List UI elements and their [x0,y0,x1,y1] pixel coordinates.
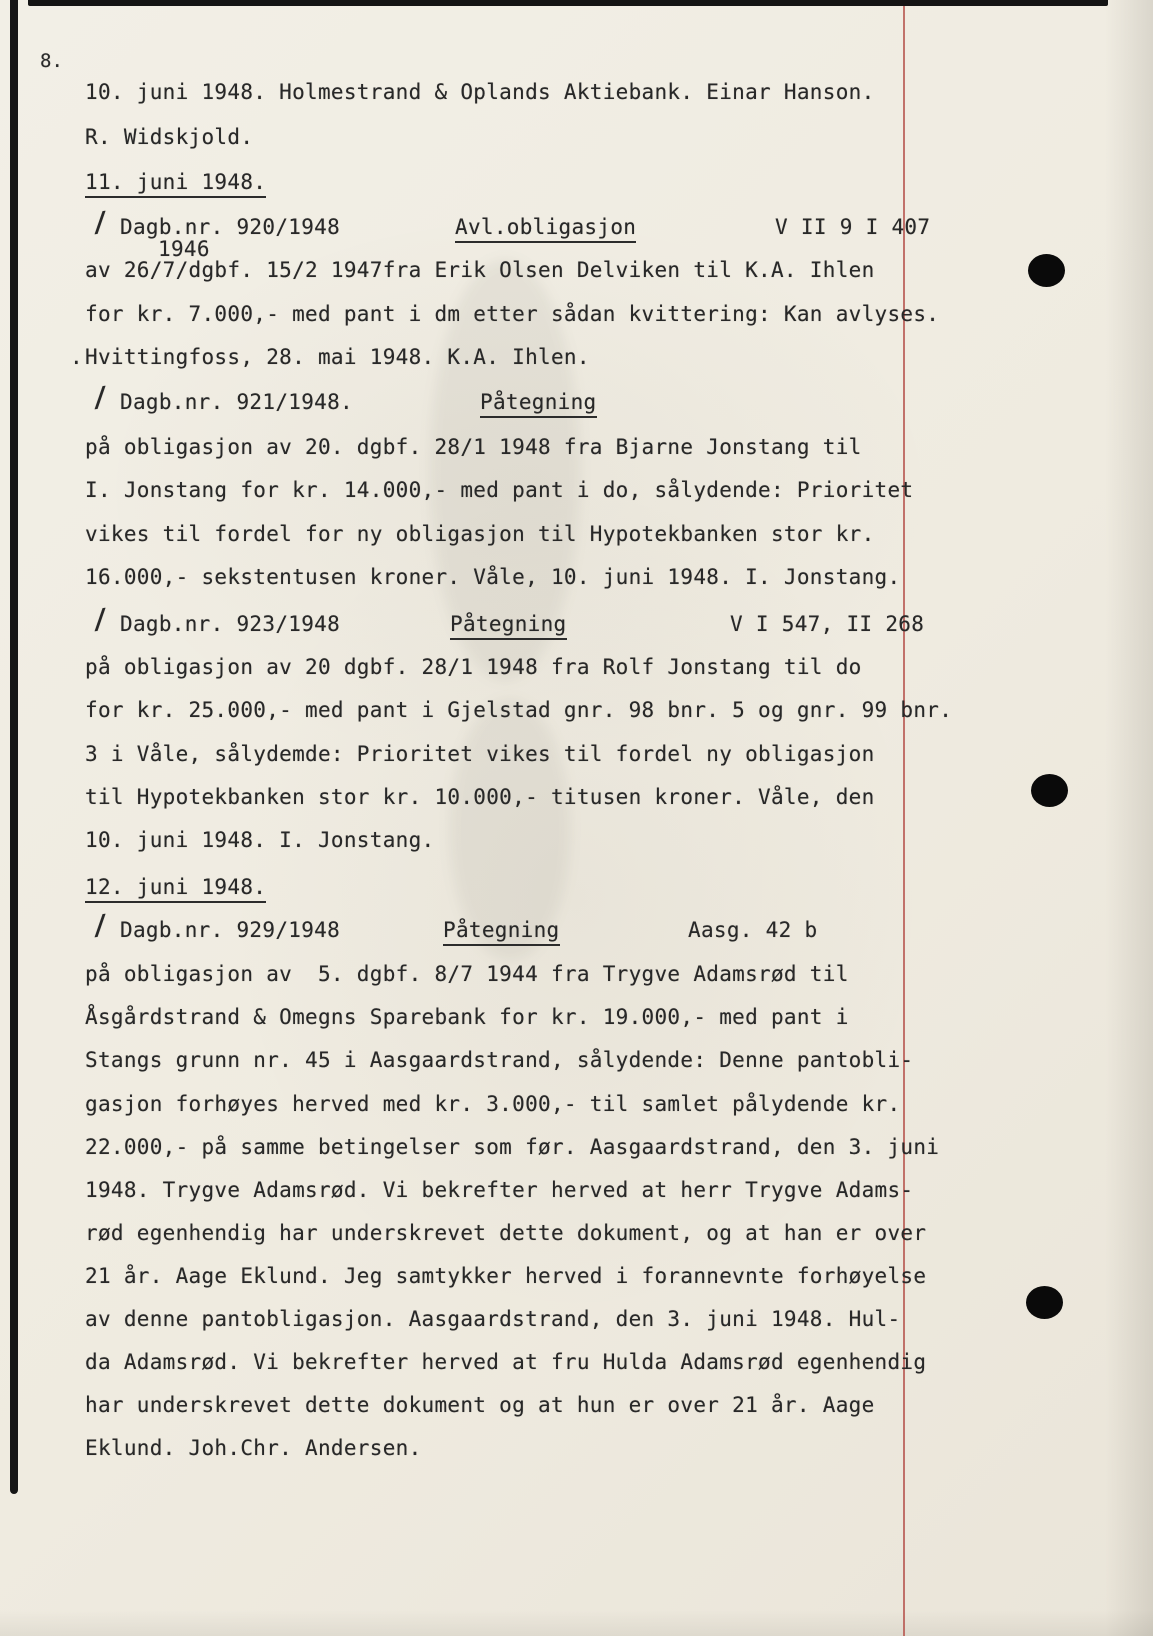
text-segment: for kr. 7.000,- med pant i dm etter sådan kvittering: Kan avlyses. [85,302,940,326]
text-segment: . [70,345,83,369]
underlined-text: 11. juni 1948. [85,170,266,198]
entry-type: Avl.obligasjon [455,215,636,243]
text-segment: Stangs grunn nr. 45 i Aasgaardstrand, sålydende: Denne pantobli- [85,1048,914,1072]
text-segment: Hvittingfoss, 28. mai 1948. K.A. Ihlen. [85,345,590,369]
text-line [0,828,1153,860]
text-line [0,522,1153,554]
entry-number: Dagb.nr. 920/1948 [120,215,341,239]
text-segment: av 26/7/dgbf. 15/2 1947fra Erik Olsen Delviken til K.A. Ihlen [85,258,875,282]
text-line [0,80,1153,112]
text-line [0,302,1153,334]
text-segment: I. Jonstang for kr. 14.000,- med pant i do, sålydende: Prioritet [85,478,914,502]
text-segment: R. Widskjold. [85,125,254,149]
text-segment: 21 år. Aage Eklund. Jeg samtykker herved i forannevnte forhøyelse [85,1264,927,1288]
entry-number: Dagb.nr. 923/1948 [120,612,341,636]
text-segment: til Hypotekbanken stor kr. 10.000,- titusen kroner. Våle, den [85,785,875,809]
handwritten-tick: / [90,909,111,942]
entry-number: Dagb.nr. 929/1948 [120,918,341,942]
entry-header [0,603,1153,644]
entry-reference: V I 547, II 268 [730,612,925,636]
text-segment: av denne pantobligasjon. Aasgaardstrand, den 3. juni 1948. Hul- [85,1307,901,1331]
entry-number: Dagb.nr. 921/1948. [120,390,353,414]
text-segment: 1948. Trygve Adamsrød. Vi bekrefter herved at herr Trygve Adams- [85,1178,914,1202]
text-line [0,655,1153,687]
text-line [0,1005,1153,1037]
text-line [0,478,1153,510]
text-line [0,698,1153,730]
text-line [0,1048,1153,1080]
text-line [0,435,1153,467]
text-segment: Åsgårdstrand & Omegns Sparebank for kr. 19.000,- med pant i [85,1005,849,1029]
entry-type: Påtegning [480,390,597,418]
text-segment: 10. juni 1948. Holmestrand & Oplands Aktiebank. Einar Hanson. [85,80,875,104]
text-segment: har underskrevet dette dokument og at hun er over 21 år. Aage [85,1393,875,1417]
handwritten-tick: / [90,603,111,636]
text-line [0,742,1153,774]
text-segment: 1946 [158,237,210,261]
text-line [0,1221,1153,1253]
text-segment: på obligasjon av 5. dgbf. 8/7 1944 fra Trygve Adamsrød til [85,962,849,986]
text-segment: vikes til fordel for ny obligasjon til Hypotekbanken stor kr. [85,522,875,546]
text-line [0,1092,1153,1124]
date-heading [0,170,1153,202]
entry-reference: Aasg. 42 b [688,918,818,942]
entry-type: Påtegning [450,612,567,640]
entry-header [0,381,1153,422]
bottom-edge-shadow [0,1610,1153,1636]
entry-reference: V II 9 I 407 [775,215,931,239]
text-line [0,962,1153,994]
text-line [0,1393,1153,1425]
handwritten-tick: / [90,381,111,414]
text-line [0,1135,1153,1167]
text-segment: rød egenhendig har underskrevet dette dokument, og at han er over [85,1221,927,1245]
handwritten-tick: / [90,206,111,239]
text-line [0,785,1153,817]
text-line [0,1436,1153,1468]
text-line [0,258,1153,290]
text-line [0,1307,1153,1339]
text-line [0,1264,1153,1296]
text-segment: 22.000,- på samme betingelser som før. Aasgaardstrand, den 3. juni [85,1135,940,1159]
text-segment: Eklund. Joh.Chr. Andersen. [85,1436,422,1460]
text-segment: gasjon forhøyes herved med kr. 3.000,- til samlet pålydende kr. [85,1092,901,1116]
entry-type: Påtegning [443,918,560,946]
text-line [0,345,1153,377]
text-line [0,565,1153,597]
text-segment: for kr. 25.000,- med pant i Gjelstad gnr. 98 bnr. 5 og gnr. 99 bnr. [85,698,953,722]
text-segment: på obligasjon av 20. dgbf. 28/1 1948 fra Bjarne Jonstang til [85,435,862,459]
text-segment: da Adamsrød. Vi bekrefter herved at fru Hulda Adamsrød egenhendig [85,1350,927,1374]
page-number: 8. [40,50,63,72]
entry-header [0,909,1153,950]
date-heading [0,875,1153,907]
text-segment: 3 i Våle, sålydemde: Prioritet vikes til fordel ny obligasjon [85,742,875,766]
text-line [0,125,1153,157]
text-segment: 16.000,- sekstentusen kroner. Våle, 10. juni 1948. I. Jonstang. [85,565,901,589]
text-line [0,1178,1153,1210]
text-line [0,1350,1153,1382]
text-segment: på obligasjon av 20 dgbf. 28/1 1948 fra Rolf Jonstang til do [85,655,862,679]
text-segment: 10. juni 1948. I. Jonstang. [85,828,435,852]
underlined-text: 12. juni 1948. [85,875,266,903]
top-scan-edge [28,0,1108,6]
